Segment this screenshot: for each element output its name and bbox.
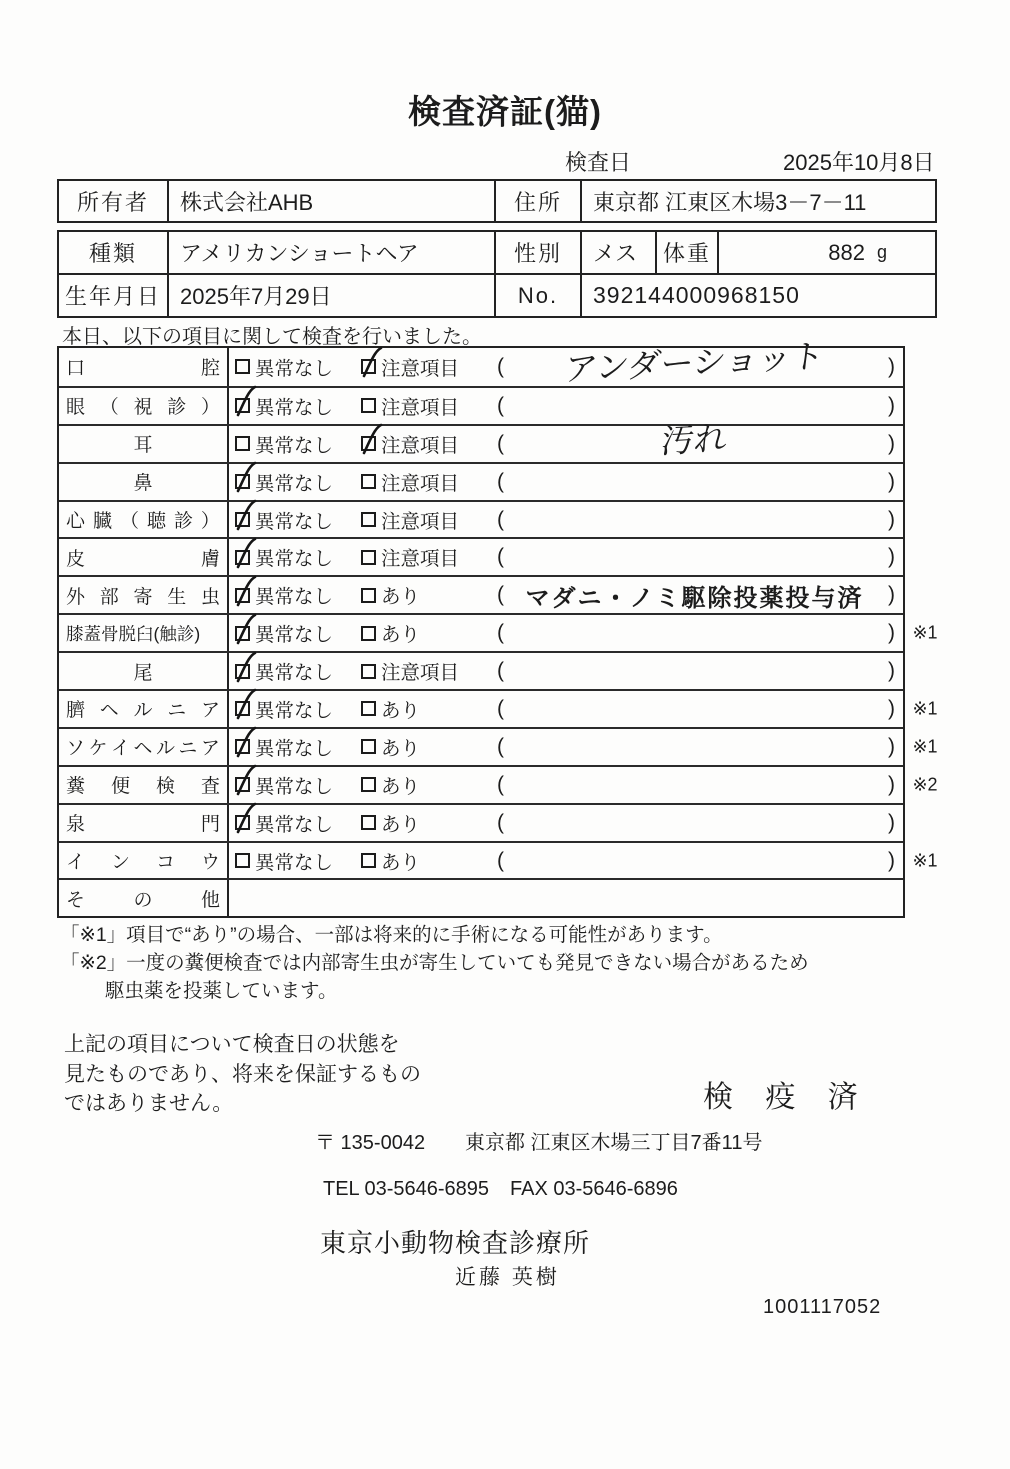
item-result <box>229 767 903 803</box>
checkbox-checked <box>235 739 250 754</box>
checkbox-option <box>361 691 420 727</box>
checkbox-label: あり <box>381 624 421 647</box>
footnotes <box>60 924 809 1008</box>
disclaimer-line-3: ではありません。 <box>64 1092 234 1115</box>
disclaimer-line-2: 見たものであり、将来を保証するもの <box>64 1062 421 1086</box>
paren-close: ) <box>888 545 895 569</box>
handwritten-check-icon <box>233 576 257 608</box>
footnote-mark: ※2 <box>912 774 938 795</box>
paren-open: ( <box>497 545 504 569</box>
checkbox-option <box>361 539 459 575</box>
item-label: ソ ケ イ ヘ ル ニ ア <box>59 729 229 765</box>
checkbox-option <box>235 805 333 841</box>
item-label: そ の 他 <box>59 880 229 916</box>
paren-open: ( <box>497 469 504 493</box>
checkbox-label: 異常なし <box>255 472 334 495</box>
checkbox-checked <box>235 815 250 830</box>
checklist-row-4 <box>59 462 903 500</box>
checkbox-option <box>361 805 420 841</box>
page-title: 検査済証(猫) <box>408 93 602 130</box>
intro-text: 本日、以下の項目に関して検査を行いました。 <box>62 326 482 348</box>
handwritten-check-icon <box>233 386 257 418</box>
owner-label: 所有者 <box>76 189 149 215</box>
item-result <box>229 615 903 651</box>
paren-open: ( <box>497 431 504 455</box>
item-result <box>229 653 903 689</box>
info-table <box>57 230 937 318</box>
checkbox-label: 注意項目 <box>381 510 460 533</box>
paren-close: ) <box>888 772 895 796</box>
checkbox-unchecked <box>361 626 376 641</box>
checkbox-unchecked <box>361 664 376 679</box>
owner-table <box>57 179 937 223</box>
checklist-row-6 <box>59 537 903 575</box>
paren-close: ) <box>888 393 895 417</box>
handwritten-check-icon <box>233 538 257 570</box>
paren-close: ) <box>888 659 895 683</box>
footnote-2-continued: 駆虫薬を投薬しています。 <box>105 980 338 1002</box>
birthdate-value: 2025年7月29日 <box>167 275 494 316</box>
checklist-row-12 <box>59 765 938 803</box>
handwritten-check-icon <box>233 462 257 494</box>
clinic-fax: FAX 03-5646-6896 <box>510 1178 678 1200</box>
checklist-row-7 <box>59 575 903 613</box>
checkbox-label: 異常なし <box>255 586 334 609</box>
handwritten-note: アンダーショット <box>562 337 827 389</box>
paren-open: ( <box>497 659 504 683</box>
item-label: 心 臓 （ 聴 診 ） <box>59 502 229 538</box>
item-label: 泉 門 <box>59 805 229 841</box>
checkbox-checked <box>235 777 250 792</box>
checkbox-label: あり <box>381 813 421 836</box>
printed-note: マダニ・ノミ駆除投薬投与済 <box>525 584 864 612</box>
handwritten-check-icon <box>233 803 257 835</box>
breed-value: アメリカンショートヘア <box>167 232 494 273</box>
checkbox-label: 異常なし <box>255 434 334 457</box>
checklist-row-5 <box>59 500 903 538</box>
checkbox-option <box>361 729 420 765</box>
checkbox-label: 異常なし <box>255 624 334 647</box>
footnote-mark: ※1 <box>912 850 938 871</box>
paren-close: ) <box>888 848 895 872</box>
checkbox-label: あり <box>381 851 421 874</box>
paren-open: ( <box>497 772 504 796</box>
checklist-row-9 <box>59 651 903 689</box>
paren-open: ( <box>497 734 504 758</box>
item-result <box>229 419 903 462</box>
checkbox-checked <box>361 359 376 374</box>
exam-date-label: 検査日 <box>565 150 632 175</box>
checkbox-checked <box>235 626 250 641</box>
paren-open: ( <box>497 583 504 607</box>
checkbox-unchecked <box>361 588 376 603</box>
checkbox-label: 異常なし <box>255 851 334 874</box>
item-label: 臍 ヘ ル ニ ア <box>59 691 229 727</box>
address-value: 東京都 江東区木場3－7－11 <box>580 181 935 221</box>
checkbox-option <box>235 615 333 651</box>
checkbox-option <box>235 843 333 879</box>
checkbox-label: 異常なし <box>255 699 334 722</box>
paren-close: ) <box>888 354 895 378</box>
checkbox-unchecked <box>361 777 376 792</box>
item-result <box>229 502 903 538</box>
handwritten-check-icon <box>233 689 257 721</box>
checkbox-unchecked <box>235 359 250 374</box>
item-result <box>229 539 903 575</box>
disclaimer-text <box>64 1030 421 1119</box>
checkbox-label: 異常なし <box>255 662 334 685</box>
checkbox-checked <box>235 550 250 565</box>
clinic-name: 東京小動物検査診療所 <box>320 1228 591 1258</box>
paren-close: ) <box>888 507 895 531</box>
paren-close: ) <box>888 696 895 720</box>
checkbox-label: あり <box>381 775 421 798</box>
info-row-1 <box>59 232 935 273</box>
item-result <box>229 843 903 879</box>
clinic-address: 東京都 江東区木場三丁目7番11号 <box>465 1132 763 1154</box>
birthdate-label: 生年月日 <box>64 284 161 309</box>
paren-open: ( <box>497 848 504 872</box>
item-result <box>229 805 903 841</box>
checkbox-label: 異常なし <box>255 396 334 419</box>
checkbox-unchecked <box>361 739 376 754</box>
paren-open: ( <box>497 696 504 720</box>
sex-value: メス <box>580 232 655 273</box>
checkbox-option <box>235 539 333 575</box>
paren-open: ( <box>497 810 504 834</box>
checkbox-option <box>235 691 333 727</box>
weight-value-cell <box>717 232 935 273</box>
checkbox-unchecked <box>235 436 250 451</box>
checkbox-checked <box>235 474 250 489</box>
handwritten-check-icon <box>233 614 257 646</box>
checklist-row-14 <box>59 841 938 879</box>
checkbox-option <box>235 729 333 765</box>
checkbox-label: 注意項目 <box>381 434 460 457</box>
checkbox-option <box>235 464 333 500</box>
handwritten-check-icon <box>233 765 257 797</box>
checkbox-option <box>235 348 333 386</box>
checkbox-label: 異常なし <box>255 775 334 798</box>
checkbox-option <box>361 653 459 689</box>
footnote-mark: ※1 <box>912 622 938 643</box>
checkbox-option <box>361 615 420 651</box>
checklist-row-3 <box>59 419 903 462</box>
quarantine-stamp: 検 疫 済 <box>703 1081 870 1114</box>
checkbox-unchecked <box>235 853 250 868</box>
checkbox-unchecked <box>361 853 376 868</box>
checkbox-option <box>361 348 459 386</box>
weight-label: 体重 <box>655 232 717 273</box>
number-label: No. <box>494 275 580 316</box>
clinic-postal-code: 〒 135-0042 <box>315 1132 426 1154</box>
item-label: 膝蓋骨脱臼(触診) <box>59 615 229 651</box>
owner-value: 株式会社AHB <box>167 181 494 221</box>
item-result <box>229 337 903 389</box>
item-result <box>229 691 903 727</box>
checkbox-label: 注意項目 <box>381 396 460 419</box>
handwritten-note: 汚れ <box>659 419 730 461</box>
checklist-row-8 <box>59 613 938 651</box>
checkbox-checked <box>235 701 250 716</box>
serial-number: 1001117052 <box>763 1296 882 1318</box>
checkbox-option <box>235 426 333 462</box>
paren-open: ( <box>497 507 504 531</box>
checkbox-label: 注意項目 <box>381 472 460 495</box>
checkbox-label: 異常なし <box>255 813 334 836</box>
footnote-1: 「※1」項目で“あり”の場合、一部は将来的に手術になる可能性があります。 <box>60 924 723 946</box>
clinic-tel: TEL 03-5646-6895 <box>323 1178 490 1200</box>
checkbox-option <box>361 502 459 538</box>
handwritten-check-icon <box>359 424 383 456</box>
checkbox-label: あり <box>381 737 421 760</box>
checkbox-unchecked <box>361 701 376 716</box>
item-label: 鼻 <box>59 464 229 500</box>
checkbox-unchecked <box>361 815 376 830</box>
checkbox-checked <box>235 664 250 679</box>
paren-close: ) <box>888 621 895 645</box>
number-value: 392144000968150 <box>580 275 935 316</box>
checkbox-checked <box>235 398 250 413</box>
paren-close: ) <box>888 734 895 758</box>
paren-open: ( <box>497 621 504 645</box>
checkbox-option <box>361 426 459 462</box>
weight-unit: g <box>876 242 887 262</box>
checkbox-unchecked <box>361 398 376 413</box>
checkbox-option <box>361 843 420 879</box>
item-result <box>229 729 903 765</box>
weight-value: 882 <box>828 239 865 265</box>
checkbox-label: 異常なし <box>255 357 334 380</box>
info-row-2 <box>59 273 935 316</box>
checklist-row-10 <box>59 689 938 727</box>
checkbox-checked <box>235 588 250 603</box>
footnote-mark: ※1 <box>912 698 938 719</box>
checkbox-option <box>235 502 333 538</box>
item-result <box>229 577 903 613</box>
handwritten-check-icon <box>233 652 257 684</box>
checklist-row-13 <box>59 803 903 841</box>
checkbox-label: 注意項目 <box>381 662 460 685</box>
checkbox-unchecked <box>361 512 376 527</box>
item-label: 耳 <box>59 426 229 462</box>
handwritten-check-icon <box>359 347 383 379</box>
veterinarian-name: 近藤 英樹 <box>455 1266 560 1289</box>
checkbox-label: あり <box>381 699 421 722</box>
item-result <box>229 464 903 500</box>
footnote-2: 「※2」一度の糞便検査では内部寄生虫が寄生していても発見できない場合があるため <box>60 952 809 974</box>
checkbox-label: 注意項目 <box>381 357 460 380</box>
checkbox-label: あり <box>381 586 421 609</box>
checkbox-option <box>235 388 333 424</box>
item-label: 外 部 寄 生 虫 <box>59 577 229 613</box>
checkbox-option <box>235 653 333 689</box>
exam-date-value: 2025年10月8日 <box>783 150 935 175</box>
handwritten-check-icon <box>233 500 257 532</box>
checkbox-option <box>361 388 459 424</box>
checkbox-option <box>361 577 420 613</box>
handwritten-check-icon <box>233 727 257 759</box>
checkbox-label: 異常なし <box>255 510 334 533</box>
checkbox-unchecked <box>361 550 376 565</box>
paren-close: ) <box>888 431 895 455</box>
paren-close: ) <box>888 583 895 607</box>
checklist-row-15 <box>59 878 903 916</box>
checkbox-unchecked <box>361 474 376 489</box>
checkbox-option <box>235 767 333 803</box>
disclaimer-line-1: 上記の項目について検査日の状態を <box>64 1033 400 1056</box>
item-label: イ ン コ ウ <box>59 843 229 879</box>
checkbox-option <box>235 577 333 613</box>
item-label: 糞 便 検 査 <box>59 767 229 803</box>
checklist-row-11 <box>59 727 938 765</box>
item-label: 口 腔 <box>59 348 229 386</box>
paren-open: ( <box>497 354 504 378</box>
item-label: 皮 膚 <box>59 539 229 575</box>
checkbox-checked <box>361 436 376 451</box>
checkbox-label: 異常なし <box>255 737 334 760</box>
paren-close: ) <box>888 810 895 834</box>
checkbox-checked <box>235 512 250 527</box>
item-label: 尾 <box>59 653 229 689</box>
checkbox-option <box>361 767 420 803</box>
paren-open: ( <box>497 393 504 417</box>
breed-label: 種類 <box>88 241 137 266</box>
item-result <box>229 880 903 916</box>
paren-close: ) <box>888 469 895 493</box>
sex-label: 性別 <box>494 232 580 273</box>
checkbox-label: 注意項目 <box>381 548 460 571</box>
checkbox-label: 異常なし <box>255 548 334 571</box>
address-label: 住所 <box>494 181 580 221</box>
footnote-mark: ※1 <box>912 736 938 757</box>
item-label: 眼 （ 視 診 ） <box>59 388 229 424</box>
checkbox-option <box>361 464 459 500</box>
